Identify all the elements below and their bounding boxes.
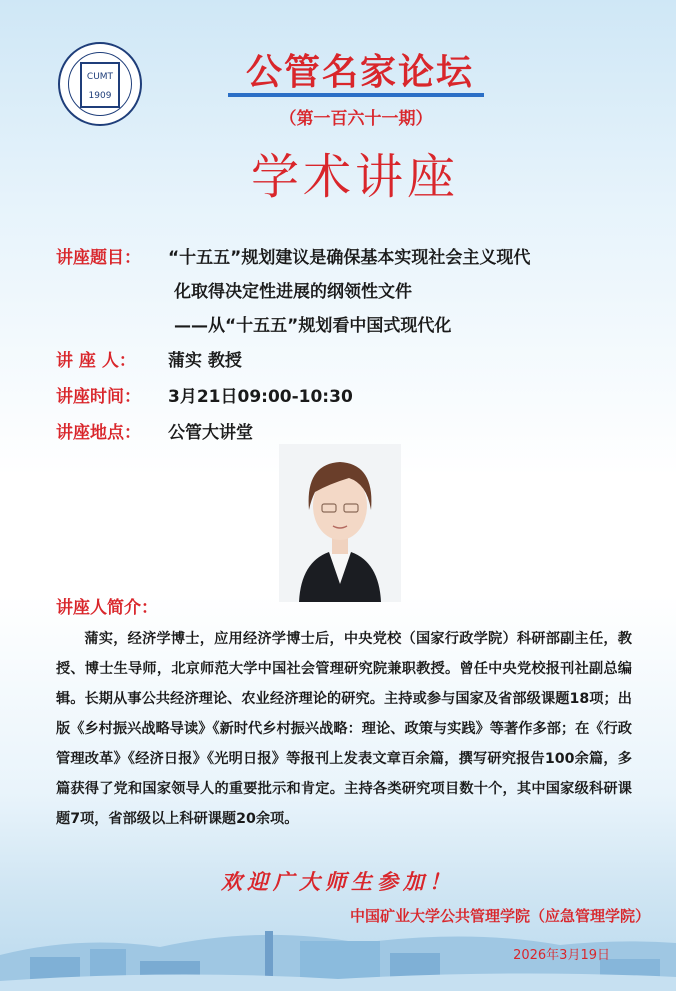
welcome-text: 欢迎广大师生参加！ — [221, 869, 455, 894]
time-label: 讲座时间： — [56, 387, 141, 407]
series-title: 公管名家论坛 — [245, 52, 474, 93]
topic-value — [168, 241, 530, 343]
topic-row — [56, 241, 656, 343]
publish-date: 2026年3月19日 — [513, 948, 610, 963]
logo-text: CUMT — [86, 72, 114, 82]
place-label: 讲座地点： — [56, 423, 141, 443]
topic-line: 化取得决定性进展的纲领性文件 — [174, 282, 412, 302]
speaker-row — [56, 343, 656, 379]
lecture-info — [56, 241, 656, 451]
topic-label: 讲座题目： — [56, 248, 141, 268]
time-value: 3月21日09:00-10:30 — [168, 387, 353, 407]
topic-line: ——从“十五五”规划看中国式现代化 — [174, 316, 452, 336]
university-logo — [58, 42, 142, 126]
logo-emblem — [80, 62, 120, 108]
logo-year: 1909 — [88, 91, 112, 101]
place-value: 公管大讲堂 — [168, 423, 253, 443]
event-type-title: 学术讲座 — [250, 149, 459, 205]
issue-number: （第一百六十一期） — [279, 109, 433, 129]
organizer: 中国矿业大学公共管理学院（应急管理学院） — [349, 907, 650, 925]
speaker-photo — [279, 444, 401, 602]
time-row — [56, 379, 656, 415]
intro-label: 讲座人简介： — [56, 598, 158, 618]
title-underline — [228, 93, 484, 97]
speaker-bio: 蒲实，经济学博士，应用经济学博士后，中央党校（国家行政学院）科研部副主任，教授、博士生导师，北京师范大学中国社会管理研究院兼职教授。曾任中央党校报刊社副总编辑。长期从事公共经济理论、农业经济理论的研究。主持或参与国家及省部级课题18项；出版《乡村振兴战略导读》《新时代乡村振兴战略：理论、政策与实践》等著作多部；在《行政管理改革》《经济日报》《光明日报》等报刊上发表文章百余篇，撰写研究报告100余篇，多篇获得了党和国家领导人的重要批示和肯定。主持各类研究项目数十个，其中国家级科研课题7项，省部级以上科研课题20余项。 — [56, 631, 632, 827]
speaker-label: 讲 座 人： — [56, 351, 136, 371]
speaker-value: 蒲实 教授 — [168, 351, 242, 371]
topic-line: “十五五”规划建议是确保基本实现社会主义现代 — [168, 248, 531, 268]
